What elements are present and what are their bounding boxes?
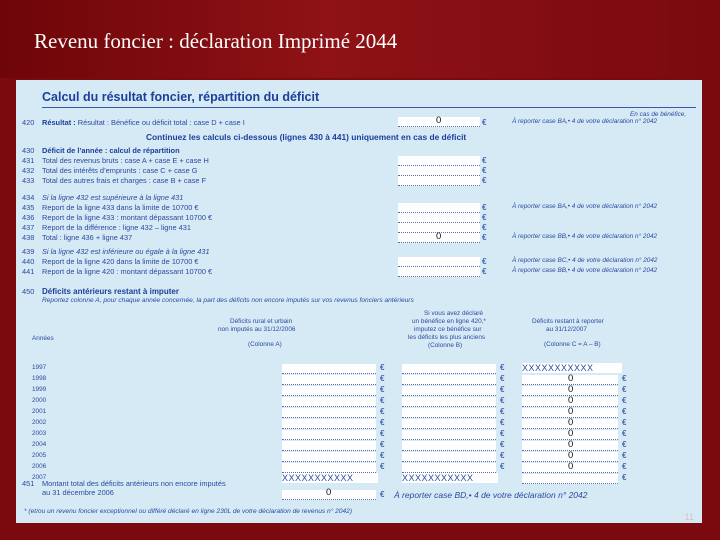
col-a-header: Déficits rural et urbain [230,318,293,325]
line-number: 451 [22,479,35,488]
report-bb-note: À reporter case BB,• 4 de votre déclaration n° 2042 [512,233,658,240]
col-c-value: 0 [568,450,574,461]
col-b-field[interactable] [402,452,496,462]
euro-symbol: € [500,407,505,416]
benefit-note: En cas de bénéfice, [630,111,687,118]
euro-symbol: € [482,176,487,185]
euro-symbol: € [380,385,385,394]
line-431-field[interactable] [398,156,480,166]
euro-symbol: € [500,374,505,383]
line-431-label: Total des revenus bruts : case A + case E + case H [42,156,209,165]
line-number: 420 [22,118,35,127]
col-a-field[interactable] [282,397,376,407]
line-451-report: À reporter case BD,• 4 de votre déclaration n° 2042 [394,490,588,500]
line-450-note: Reportez colonne A, pour chaque année concernée, la part des déficits non encore imputés sur vos revenus fonciers antérieurs [42,297,414,304]
euro-symbol: € [482,257,487,266]
row-year: 1998 [32,375,47,382]
row-year: 2006 [32,463,47,470]
benefit-report-note: À reporter case BA,• 4 de votre déclaration n° 2042 [512,118,658,125]
line-435-field[interactable] [398,203,480,213]
col-a-tag: (Colonne A) [248,341,282,348]
line-number: 432 [22,166,35,175]
col-b-field[interactable] [402,419,496,429]
euro-symbol: € [380,363,385,372]
euro-symbol: € [622,407,627,416]
row-year: 2001 [32,408,47,415]
row-year: 2003 [32,430,47,437]
form-subheading: Continuez les calculs ci-dessous (lignes 430 à 441) uniquement en cas de déficit [146,132,467,142]
euro-symbol: € [500,418,505,427]
line-number: 437 [22,223,35,232]
euro-symbol: € [482,166,487,175]
col-a-field[interactable] [282,375,376,385]
euro-symbol: € [622,429,627,438]
col-b-header: Si vous avez déclaré [424,310,483,317]
col-a-field[interactable] [282,463,376,473]
euro-symbol: € [380,396,385,405]
col-c-field[interactable] [522,474,618,484]
col-years-label: Années [32,335,54,342]
page-number: 11 [684,512,694,522]
col-a-field[interactable] [282,364,376,374]
col-b-field[interactable] [402,397,496,407]
report-ba-note: À reporter case BA,• 4 de votre déclaration n° 2042 [512,203,658,210]
line-number: 441 [22,267,35,276]
euro-symbol: € [482,233,487,242]
line-number: 433 [22,176,35,185]
euro-symbol: € [500,429,505,438]
euro-symbol: € [622,451,627,460]
heading-rule [42,107,696,108]
line-451-label: Montant total des déficits antérieurs non encore imputés [42,479,226,488]
euro-symbol: € [500,440,505,449]
euro-symbol: € [482,213,487,222]
line-441-label: Report de la ligne 420 : montant dépassant 10700 € [42,267,213,276]
line-number: 431 [22,156,35,165]
line-433-field[interactable] [398,176,480,186]
line-435-label: Report de la ligne 433 dans la limite de 10700 € [42,203,199,212]
line-437-label: Report de la différence : ligne 432 – ligne 431 [42,223,192,232]
euro-symbol: € [622,374,627,383]
report-bc-note: À reporter case BC,• 4 de votre déclaration n° 2042 [512,257,658,264]
line-450-label: Déficits antérieurs restant à imputer [42,287,179,296]
col-c-value: 0 [568,439,574,450]
euro-symbol: € [380,418,385,427]
col-a-field[interactable] [282,408,376,418]
col-c-tag: (Colonne C = A – B) [544,341,601,348]
euro-symbol: € [482,118,487,127]
euro-symbol: € [622,473,627,482]
line-number: 438 [22,233,35,242]
euro-symbol: € [622,440,627,449]
col-b-field[interactable] [402,375,496,385]
report-bb2-note: À reporter case BB,• 4 de votre déclaration n° 2042 [512,267,658,274]
line-436-field[interactable] [398,213,480,223]
col-a-field[interactable] [282,430,376,440]
euro-symbol: € [380,374,385,383]
euro-symbol: € [500,385,505,394]
col-c-value: 0 [568,373,574,384]
form-heading: Calcul du résultat foncier, répartition du déficit [42,90,320,104]
col-b-field[interactable] [402,463,496,473]
euro-symbol: € [482,223,487,232]
euro-symbol: € [622,396,627,405]
euro-symbol: € [622,385,627,394]
col-c-value: 0 [568,406,574,417]
line-451-label-2: au 31 décembre 2006 [42,488,114,497]
col-b-crossed: XXXXXXXXXXX [402,473,498,483]
col-b-header-4: les déficits les plus anciens [408,334,486,341]
col-c-header-2: au 31/12/2007 [546,326,587,333]
col-b-tag: (Colonne B) [428,342,463,349]
line-number: 435 [22,203,35,212]
row-year: 2002 [32,419,47,426]
col-c-value: 0 [568,395,574,406]
row-year: 2005 [32,452,47,459]
line-number: 450 [22,287,35,296]
line-432-label: Total des intérêts d’emprunts : case C + case G [42,166,198,175]
euro-symbol: € [380,462,385,471]
euro-symbol: € [622,462,627,471]
line-number: 436 [22,213,35,222]
line-number: 439 [22,247,35,256]
tax-form-2044 [16,80,702,523]
line-436-label: Report de la ligne 433 : montant dépassant 10700 € [42,213,213,222]
col-b-field[interactable] [402,430,496,440]
line-420-label: Résultat : Résultat : Bénéfice ou déficit total : case D + case I [42,118,245,127]
col-b-field[interactable] [402,441,496,451]
col-a-header-2: non imputés au 31/12/2006 [218,326,296,333]
col-c-header: Déficits restant à reporter [532,318,604,325]
euro-symbol: € [380,490,385,499]
col-b-field[interactable] [402,386,496,396]
col-b-field[interactable] [402,408,496,418]
euro-symbol: € [380,440,385,449]
line-433-label: Total des autres frais et charges : case B + case F [42,176,207,185]
line-number: 434 [22,193,35,202]
row-year: 2007 [32,474,47,481]
row-year: 2000 [32,397,47,404]
slide-title: Revenu foncier : déclaration Imprimé 2044 [34,29,398,53]
line-432-field[interactable] [398,166,480,176]
line-438-value: 0 [436,231,442,242]
line-430-label: Déficit de l’année : calcul de répartition [42,146,180,155]
line-440-field[interactable] [398,257,480,267]
col-a-field[interactable] [282,386,376,396]
footnote: * (et/ou un revenu foncier exceptionnel ou différé déclaré en ligne 230L de votre déclaration de revenus n° 2042) [24,508,353,515]
euro-symbol: € [380,429,385,438]
col-a-field[interactable] [282,452,376,462]
euro-symbol: € [622,418,627,427]
euro-symbol: € [500,363,505,372]
euro-symbol: € [500,451,505,460]
col-c-value: 0 [568,428,574,439]
euro-symbol: € [482,203,487,212]
line-438-label: Total : ligne 436 + ligne 437 [42,233,133,242]
line-number: 430 [22,146,35,155]
col-b-header-2: un bénéfice en ligne 420,* [412,318,486,325]
row-year: 1999 [32,386,47,393]
line-420-value: 0 [436,115,442,126]
euro-symbol: € [500,462,505,471]
line-434-label: Si la ligne 432 est supérieure à la ligne 431 [42,193,184,202]
line-420-text: Résultat : Bénéfice ou déficit total : case D + case I [77,118,245,127]
row-year: 1997 [32,364,47,371]
col-c-value: 0 [568,461,574,472]
col-b-field[interactable] [402,364,496,374]
euro-symbol: € [500,396,505,405]
col-c-value: 0 [568,417,574,428]
euro-symbol: € [380,451,385,460]
col-a-crossed: XXXXXXXXXXX [282,473,378,483]
line-441-field[interactable] [398,267,480,277]
col-b-header-3: imputez ce bénéfice sur [414,326,482,333]
col-c-value: 0 [568,384,574,395]
row-year: 2004 [32,441,47,448]
line-number: 440 [22,257,35,266]
euro-symbol: € [482,156,487,165]
col-a-field[interactable] [282,441,376,451]
col-c-crossed: XXXXXXXXXXX [522,363,622,373]
euro-symbol: € [482,267,487,276]
col-a-field[interactable] [282,419,376,429]
line-440-label: Report de la ligne 420 dans la limite de 10700 € [42,257,199,266]
line-439-label: Si la ligne 432 est inférieure ou égale à la ligne 431 [42,247,210,256]
euro-symbol: € [380,407,385,416]
line-451-value: 0 [326,487,332,498]
